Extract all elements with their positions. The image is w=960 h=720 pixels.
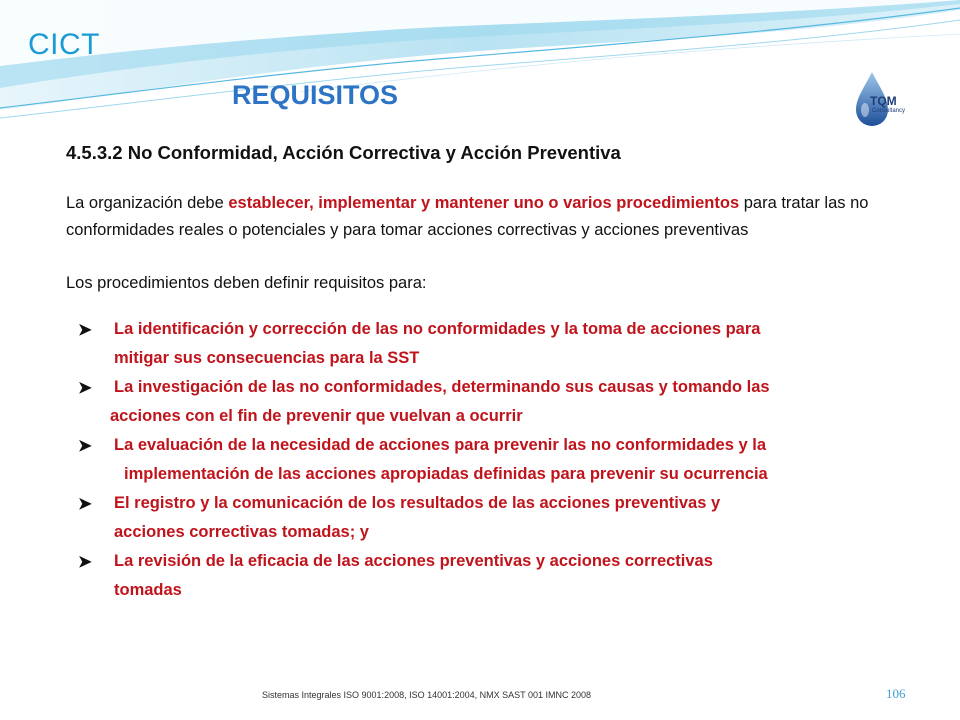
list-item-line-2: implementación de las acciones apropiadas definidas para prevenir su ocurrencia [124,465,768,483]
company-logo [850,70,946,130]
logo-text: TQM [870,94,897,108]
list-item-line-2: acciones con el fin de prevenir que vuelvan a ocurrir [110,407,523,425]
list-item [66,373,916,431]
arrow-bullet-icon: ➤ [78,553,92,571]
paragraph-highlight: establecer, implementar y mantener uno o varios procedimientos [228,194,740,212]
arrow-bullet-icon: ➤ [78,379,92,397]
list-item-line-1: La identificación y corrección de las no conformidades y la toma de acciones para [114,320,761,338]
paragraph-procedures: Los procedimientos deben definir requisitos para: [66,274,427,292]
list-item [66,431,916,489]
list-item-line-1: La evaluación de la necesidad de acciones para prevenir las no conformidades y la [114,436,767,454]
requirements-list [66,315,916,605]
arrow-bullet-icon: ➤ [78,321,92,339]
page-number: 106 [886,686,906,701]
slide-title: REQUISITOS [232,80,399,110]
arrow-bullet-icon: ➤ [78,437,92,455]
list-item-line-1: La investigación de las no conformidades, determinando sus causas y tomando las [114,378,770,396]
list-item-line-1: El registro y la comunicación de los resultados de las acciones preventivas y [114,494,721,512]
logo-subtext: Consultancy [872,108,906,114]
organization-name: CICT [28,28,100,61]
section-heading: 4.5.3.2 No Conformidad, Acción Correctiva y Acción Preventiva [66,142,621,163]
slide-content [66,142,916,605]
list-item-line-1: La revisión de la eficacia de las acciones preventivas y acciones correctivas [114,552,713,570]
arrow-bullet-icon: ➤ [78,495,92,513]
header-wave-decoration [0,0,960,140]
list-item [66,547,916,605]
list-item-line-2: acciones correctivas tomadas; y [114,523,369,541]
list-item [66,315,916,373]
footer-text: Sistemas Integrales ISO 9001:2008, ISO 14001:2004, NMX SAST 001 IMNC 2008 [262,690,592,700]
list-item-line-2: mitigar sus consecuencias para la SST [114,349,420,367]
paragraph-text-end: para tratar las no conformidades reales o potenciales y para tomar acciones correctivas y acciones preventivas [66,194,869,239]
list-item [66,489,916,547]
paragraph-text-start: La organización debe [66,194,229,212]
paragraph-requirement [66,190,916,244]
list-item-line-2: tomadas [114,581,182,599]
